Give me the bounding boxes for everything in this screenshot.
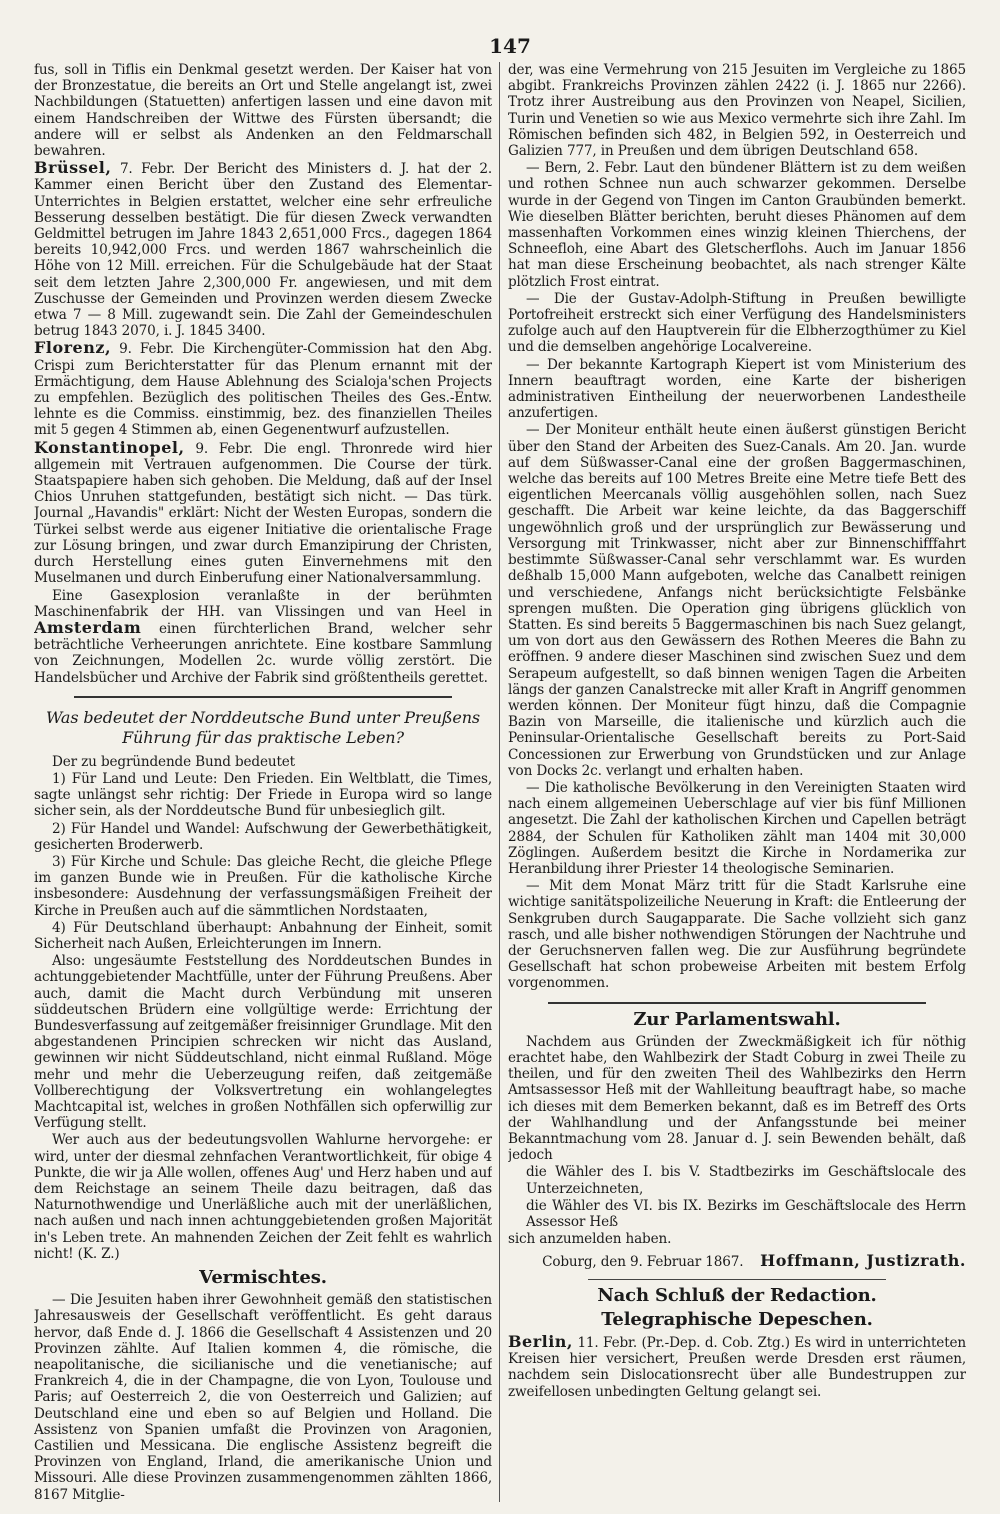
article-karlsruhe: — Mit dem Monat März tritt für die Stadt Karlsruhe eine wichtige sanitätspolizeiliche Neuerung in Kraft: die Entleerung der Senkgruben durch Saugapparate. Die Sache vollzieht sich ganz rasch, und alle bisher nothwendigen Störungen der Nachtruhe und der Geruchsnerven fallen weg. Die zur Ausführung begründete Gesellschaft hat schon probeweise Arbeiten mit bestem Erfolg vorgenommen.	[508, 878, 966, 992]
article-tiflis: fus, soll in Tiflis ein Denkmal gesetzt werden. Der Kaiser hat von der Bronzestatue, die bereits an Ort und Stelle angelangt ist, zwei Nachbildungen (Statuetten) anfertigen lassen und eine davon mit einem Handschreiben der Wittwe des Fürsten übersandt; die andere will er selbst als Andenken an den Feldmarschall bewahren.	[34, 62, 492, 160]
dateline-bruessel: Brüssel,	[34, 158, 112, 178]
heading-norddeutscher-bund: Was bedeutet der Norddeutsche Bund unter Preußens Führung für das praktische Leben?	[46, 707, 480, 747]
column-divider	[499, 62, 500, 1502]
text-berlin: 11. Febr. (Pr.-Dep. d. Cob. Ztg.) Es wird in unterrichteten Kreisen hier versichert, Preußen werde Dresden erst räumen, nachdem sein Dislocationsrecht über alle Bundestruppen zur zweifellosen unbedingten Geltung gelangt sei.	[508, 1335, 966, 1400]
bund-point-3: 3) Für Kirche und Schule: Das gleiche Recht, die gleiche Pflege im ganzen Bunde wie in Preußen. Für die katholische Kirche insbesondere: Ausdehnung der verfassungsmäßigen Freiheit der Kirche in Preußen auch auf die sämmtlichen Nordstaaten,	[34, 853, 492, 919]
bund-point-4: 4) Für Deutschland überhaupt: Anbahnung der Einheit, somit Sicherheit nach Außen, Erleichterungen im Innern.	[34, 919, 492, 952]
text-bruessel: 7. Febr. Der Bericht des Ministers d. J. hat der 2. Kammer einen Bericht über den Zustand des Elementar-Unterrichtes in Belgien erstattet, welcher eine sehr erfreuliche Besserung desselben bestätigt. Die für diesen Zweck verwandten Geldmittel betrugen im Jahre 1843 2,651,000 Frcs., dagegen 1864 bereits 10,942,000 Frcs. und werden 1867 wahrscheinlich die Höhe von 12 Mill. erreichen. Für die Schulgebäude hat der Staat seit dem letzten Jahre 2,300,000 Fr. angewiesen, und mit dem Zuschusse der Gemeinden und Provinzen werden diesem Zwecke etwa 7 — 8 Mill. zugewandt sein. Die Zahl der Gemeindeschulen betrug 1843 2070, i. J. 1845 3400.	[34, 161, 492, 340]
signature-place: Coburg, den 9. Februar 1867.	[542, 1254, 744, 1271]
left-column	[34, 62, 492, 1502]
article-gustav-adolph: — Die der Gustav-Adolph-Stiftung in Preußen bewilligte Portofreiheit erstreckt sich einer Verfügung des Handelsministers zufolge auch auf den Hauptverein für die Elbherzogthümer zu Kiel und die demselben angehörige Localvereine.	[508, 290, 966, 356]
article-jesuiten-cont: der, was eine Vermehrung von 215 Jesuiten im Vergleiche zu 1865 abgibt. Frankreichs Provinzen zählen 2422 (i. J. 1865 nur 2266). Trotz ihrer Austreibung aus den Provinzen von Neapel, Sicilien, Turin und Venetien so wie aus Mexico vermehrte sich ihre Zahl. Im Römischen befinden sich 482, in Belgien 592, in Oesterreich und Galizien 777, in Preußen und dem übrigen Deutschland 658.	[508, 62, 966, 160]
section-rule-thin	[588, 1279, 886, 1280]
article-kiepert: — Der bekannte Kartograph Kiepert ist vom Ministerium des Innern beauftragt worden, eine Karte der bisherigen administrativen Eintheilung der neuerworbenen Landestheile anzufertigen.	[508, 356, 966, 422]
article-moniteur: — Der Moniteur enthält heute einen äußerst günstigen Bericht über den Stand der Arbeiten des Suez-Canals. Am 20. Jan. wurde auf dem Süßwasser-Canal eine der großen Baggermaschinen, welche das bereits auf 100 Metres Breite eine Metre tiefe Bett des eigentlichen Meercanals völlig ausgehöhlen sollen, nach Suez geschafft. Die Arbeit war keine leichte, da das Baggerschiff ungewöhnlich groß und der ursprünglich zur Bewässerung und Versorgung mit Trinkwasser, nicht aber zur Binnenschifffahrt bestimmte Süßwasser-Canal sehr verschlammt war. Es wurden deßhalb 15,000 Mann aufgeboten, welche das Canalbett reinigen und verschiedene, Anfangs nicht berücksichtigte Felsbänke sprengen mußten. Die Operation ging übrigens glücklich von Statten. Es sind bereits 5 Baggermaschinen bis nach Suez gelangt, um von dort aus den Gewässern des Rothen Meeres die Bahn zu eröffnen. 9 andere dieser Maschinen sind zwischen Suez und dem Serapeum aufgestellt, so daß binnen wenigen Tagen die Arbeiten längs der ganzen Canalstrecke mit aller Kraft in Angriff genommen werden können. Der Moniteur fügt hinzu, daß die Compagnie Bazin von Marseille, die italienische und kürzlich auch die Peninsular-Orientalische Gesellschaft bereits zu Port-Said Concessionen zur Erwerbung von Grundstücken und zur Anlage von Docks 2c. verlangt und erhalten haben.	[508, 422, 966, 779]
bund-point-2: 2) Für Handel und Wandel: Aufschwung der Gewerbethätigkeit, gesicherten Broderwerb.	[34, 820, 492, 853]
parl-end: sich anzumelden haben.	[508, 1231, 672, 1248]
text-amsterdam-a: Eine Gasexplosion veranlaßte in der berühmten Maschinenfabrik der HH. van Vlissingen und van Heel in	[34, 587, 492, 620]
section-rule	[74, 696, 452, 698]
article-florenz	[34, 340, 492, 438]
article-katholiken: — Die katholische Bevölkerung in den Vereinigten Staaten wird nach einem allgemeinen Ueberschlage auf vier bis fünf Millionen angesetzt. Die Zahl der katholischen Kirchen und Capellen beträgt 2884, der Schulen für Katholiken zählt man 1404 mit 30,000 Zöglingen. Außerdem besitzt die Kirche in Nordamerika zur Heranbildung ihrer Priester 14 theologische Seminarien.	[508, 779, 966, 877]
bund-wer: Wer auch aus der bedeutungsvollen Wahlurne hervorgehe: er wird, unter der diesmal zehnfachen Verantwortlichkeit, für obige 4 Punkte, die wir ja Alle wollen, offenes Aug' und Herz haben und auf dem Reichstage an seinem Theile dazu beitragen, daß das Naturnothwendige und Unerläßliche auch mit der unerläßlichen, nach außen und nach innen achtunggebietenden großen Majorität in's Leben trete. An mahnenden Zeichen der Zeit fehlt es wahrlich nicht! (K. Z.)	[34, 1132, 492, 1262]
parl-line-2: die Wähler des VI. bis IX. Bezirks im Geschäftslocale des Herrn Assessor Heß	[526, 1197, 966, 1231]
article-bruessel	[34, 160, 492, 339]
dateline-konstantinopel: Konstantinopel,	[34, 437, 185, 457]
bund-intro: Der zu begründende Bund bedeutet	[52, 753, 295, 770]
article-berlin	[508, 1334, 966, 1400]
dateline-florenz: Florenz,	[34, 338, 112, 358]
article-bern: — Bern, 2. Febr. Laut den bündener Blättern ist zu dem weißen und rothen Schnee nun auch schwarzer gekommen. Derselbe wurde in der Gegend von Tingen im Canton Graubünden bemerkt. Wie dieselben Blätter berichten, beruht dieses Phänomen auf dem massenhaften Vorkommen eines winzig kleinen Thierchens, der Schneefloh, eine Abart des Gletscherflohs. Auch im Januar 1856 hat man diese Erscheinung beobachtet, als nach strenger Kälte plötzlich Frost eintrat.	[508, 160, 966, 290]
parl-signature	[508, 1253, 966, 1270]
article-amsterdam	[34, 588, 492, 686]
text-konstantinopel: 9. Febr. Die engl. Thronrede wird hier allgemein mit Vertrauen aufgenommen. Die Course der türk. Staatspapiere haben sich gehoben. Die Meldung, daß auf der Insel Chios Unruhen stattgefunden, bestätigt sich nicht. — Das türk. Journal „Havandis" erklärt: Nicht der Westen Europas, sondern die Türkei selbst werde aus eigener Initiative die orientalische Frage zur Lösung bringen, und zwar durch Emanzipirung der Christen, durch Herstellung eines guten Einvernehmens mit den Muselmanen und durch Einberufung einer Nationalversammlung.	[34, 440, 492, 587]
page-number: 147	[489, 34, 531, 58]
right-column	[508, 62, 966, 1502]
section-rule-right	[548, 1002, 926, 1004]
heading-vermischtes: Vermischtes.	[199, 1267, 327, 1289]
heading-nach-schluss: Nach Schluß der Redaction.	[597, 1284, 877, 1306]
text-amsterdam-b: einen fürchterlichen Brand, welcher sehr beträchtliche Verheerungen anrichtete. Eine kostbare Sammlung von Zeichnungen, Modellen 2c. wurde völlig zerstört. Die Handelsbücher und Archive der Fabrik sind größtentheils gerettet.	[34, 620, 492, 686]
bund-point-1: 1) Für Land und Leute: Den Frieden. Ein Weltblatt, die Times, sagte unlängst sehr richtig: Der Friede in Europa wird so lange sicher sein, als der Norddeutsche Bund für unbesieglich gilt.	[34, 770, 492, 820]
heading-parlamentswahl: Zur Parlamentswahl.	[633, 1008, 841, 1030]
bund-also: Also: ungesäumte Feststellung des Norddeutschen Bundes in achtunggebietender Machtfülle, unter der Führung Preußens. Aber auch, damit die Macht durch Verbündung mit unseren süddeutschen Brüdern eine vollgültige werde: Errichtung der Bundesverfassung auf zeitgemäßer freisinniger Grundlage. Mit den abgestandenen Principien schrecken wir nicht das Ausland, gewinnen wir nicht Süddeutschland, nicht einmal Rußland. Möge mehr und mehr die Ueberzeugung reifen, daß zeitgemäße Vollberechtigung der Volksvertretung ein wohlangelegtes Machtcapital ist, welches in großen Nothfällen sich opferwillig zur Verfügung stellt.	[34, 953, 492, 1132]
parl-notice: Nachdem aus Gründen der Zweckmäßigkeit ich für nöthig erachtet habe, den Wahlbezirk der Stadt Coburg in zwei Theile zu theilen, und für den zweiten Theil des Wahlbezirks den Herrn Amtsassessor Heß mit der Wahlleitung beauftragt habe, so mache ich dieses mit dem Bemerken bekannt, daß es im Betreff des Orts der Wahlhandlung und der Anfangsstunde bei meiner Bekanntmachung vom 28. Januar d. J. sein Bewenden behält, daß jedoch	[508, 1033, 966, 1164]
article-jesuiten: — Die Jesuiten haben ihrer Gewohnheit gemäß den statistischen Jahresausweis der Gesellschaft veröffentlicht. Es geht daraus hervor, daß Ende d. J. 1866 die Gesellschaft 4 Assistenzen und 20 Provinzen zählte. Auf Italien kommen 4, die römische, die neapolitanische, die sicilianische und die venetianische; auf Frankreich 4, die in der Champagne, die von Lyon, Toulouse und Paris; auf Oesterreich 2, die von Oesterreich und Galizien; auf Deutschland eine und eben so auf Belgien und Holland. Die Assistenz von Spanien umfaßt die Provinzen von Aragonien, Castilien und Messicana. Die englische Assistenz begreift die Provinzen von England, Irland, die amerikanische Union und Missouri. Alle diese Provinzen zusammengenommen zählten 1866, 8167 Mitglie-	[34, 1292, 492, 1502]
dateline-amsterdam: Amsterdam	[34, 617, 142, 637]
article-konstantinopel	[34, 437, 492, 587]
dateline-berlin: Berlin,	[508, 1332, 573, 1352]
text-florenz: 9. Febr. Die Kirchengüter-Commission hat den Abg. Crispi zum Berichterstatter für das Plenum ernannt mit der Ermächtigung, dem Hause Ablehnung des Scialoja'schen Projects zu empfehlen. Bezüglich des politischen Theiles des Ges.-Entw. lehnte es die Commiss. einstimmig, bez. des finanziellen Theiles mit 5 gegen 4 Stimmen ab, einen Gegenentwurf aufzustellen.	[34, 341, 492, 439]
parl-line-1: die Wähler des I. bis V. Stadtbezirks im Geschäftslocale des Unterzeichneten,	[526, 1164, 966, 1197]
signature-name: Hoffmann, Justizrath.	[760, 1251, 966, 1271]
heading-telegraphische: Telegraphische Depeschen.	[601, 1308, 873, 1330]
